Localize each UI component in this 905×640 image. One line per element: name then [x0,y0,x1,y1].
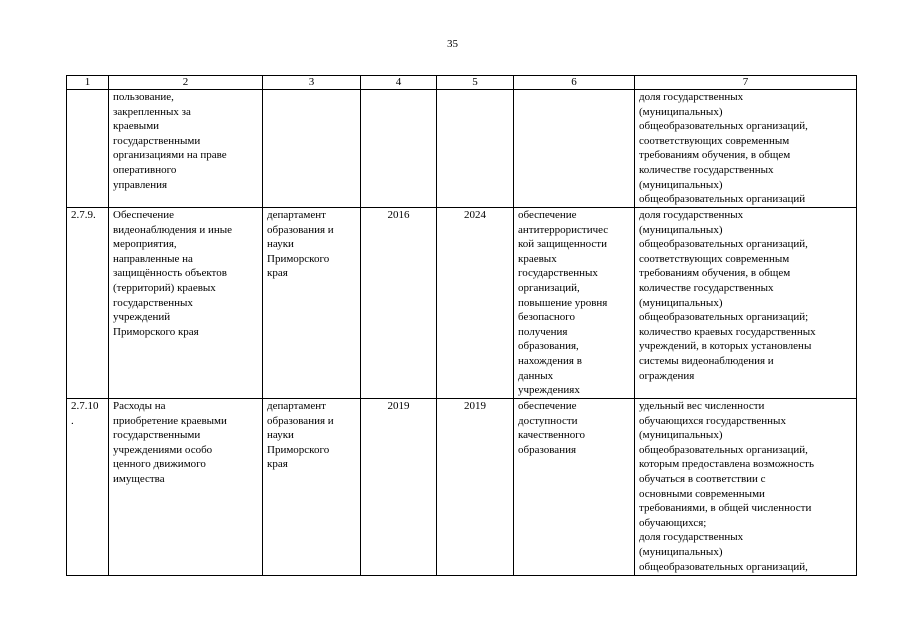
cell-end-year [437,90,514,208]
cell-indicator: удельный вес численности обучающихся государственных (муниципальных) общеобразовательных организаций, которым предоставлена возможность обучаться в соответствии с основными современными требованиями, в общей численности обучающихся; доля государственных (муниципальных) общеобразовательных организаций, [635,399,857,576]
column-header: 6 [514,76,635,90]
column-header: 2 [109,76,263,90]
cell-indicator: доля государственных (муниципальных) общеобразовательных организаций, соответствующих современным требованиям обучения, в общем количестве государственных (муниципальных) общеобразовательных организаций [635,90,857,208]
table-row [67,90,857,208]
cell-result [514,90,635,208]
cell-start-year: 2019 [361,399,437,576]
table-row [67,399,857,576]
cell-name: Обеспечение видеонаблюдения и иные мероприятия, направленные на защищённость объектов (территорий) краевых государственных учреждений Приморского края [109,208,263,399]
header-row [67,76,857,90]
cell-executor: департамент образования и науки Приморского края [263,208,361,399]
page-number: 35 [447,38,458,50]
column-header: 5 [437,76,514,90]
cell-indicator: доля государственных (муниципальных) общеобразовательных организаций, соответствующих современным требованиям обучения, в общем количестве государственных (муниципальных) общеобразовательных организаций; количество краевых государственных учреждений, в которых установлены системы видеонаблюдения и ограждения [635,208,857,399]
cell-start-year: 2016 [361,208,437,399]
cell-num: 2.7.9. [67,208,109,399]
cell-end-year: 2019 [437,399,514,576]
column-header: 1 [67,76,109,90]
cell-name: Расходы на приобретение краевыми государственными учреждениями особо ценного движимого имущества [109,399,263,576]
column-header: 3 [263,76,361,90]
cell-result: обеспечение антитеррористичес кой защищенности краевых государственных организаций, повышение уровня безопасного получения образования, нахождения в данных учреждениях [514,208,635,399]
cell-end-year: 2024 [437,208,514,399]
cell-name: пользование, закрепленных за краевыми государственными организациями на праве оперативного управления [109,90,263,208]
column-header: 4 [361,76,437,90]
cell-executor: департамент образования и науки Приморского края [263,399,361,576]
cell-executor [263,90,361,208]
program-table [66,75,857,576]
table-row [67,208,857,399]
cell-result: обеспечение доступности качественного образования [514,399,635,576]
cell-start-year [361,90,437,208]
column-header: 7 [635,76,857,90]
cell-num [67,90,109,208]
cell-num: 2.7.10 . [67,399,109,576]
